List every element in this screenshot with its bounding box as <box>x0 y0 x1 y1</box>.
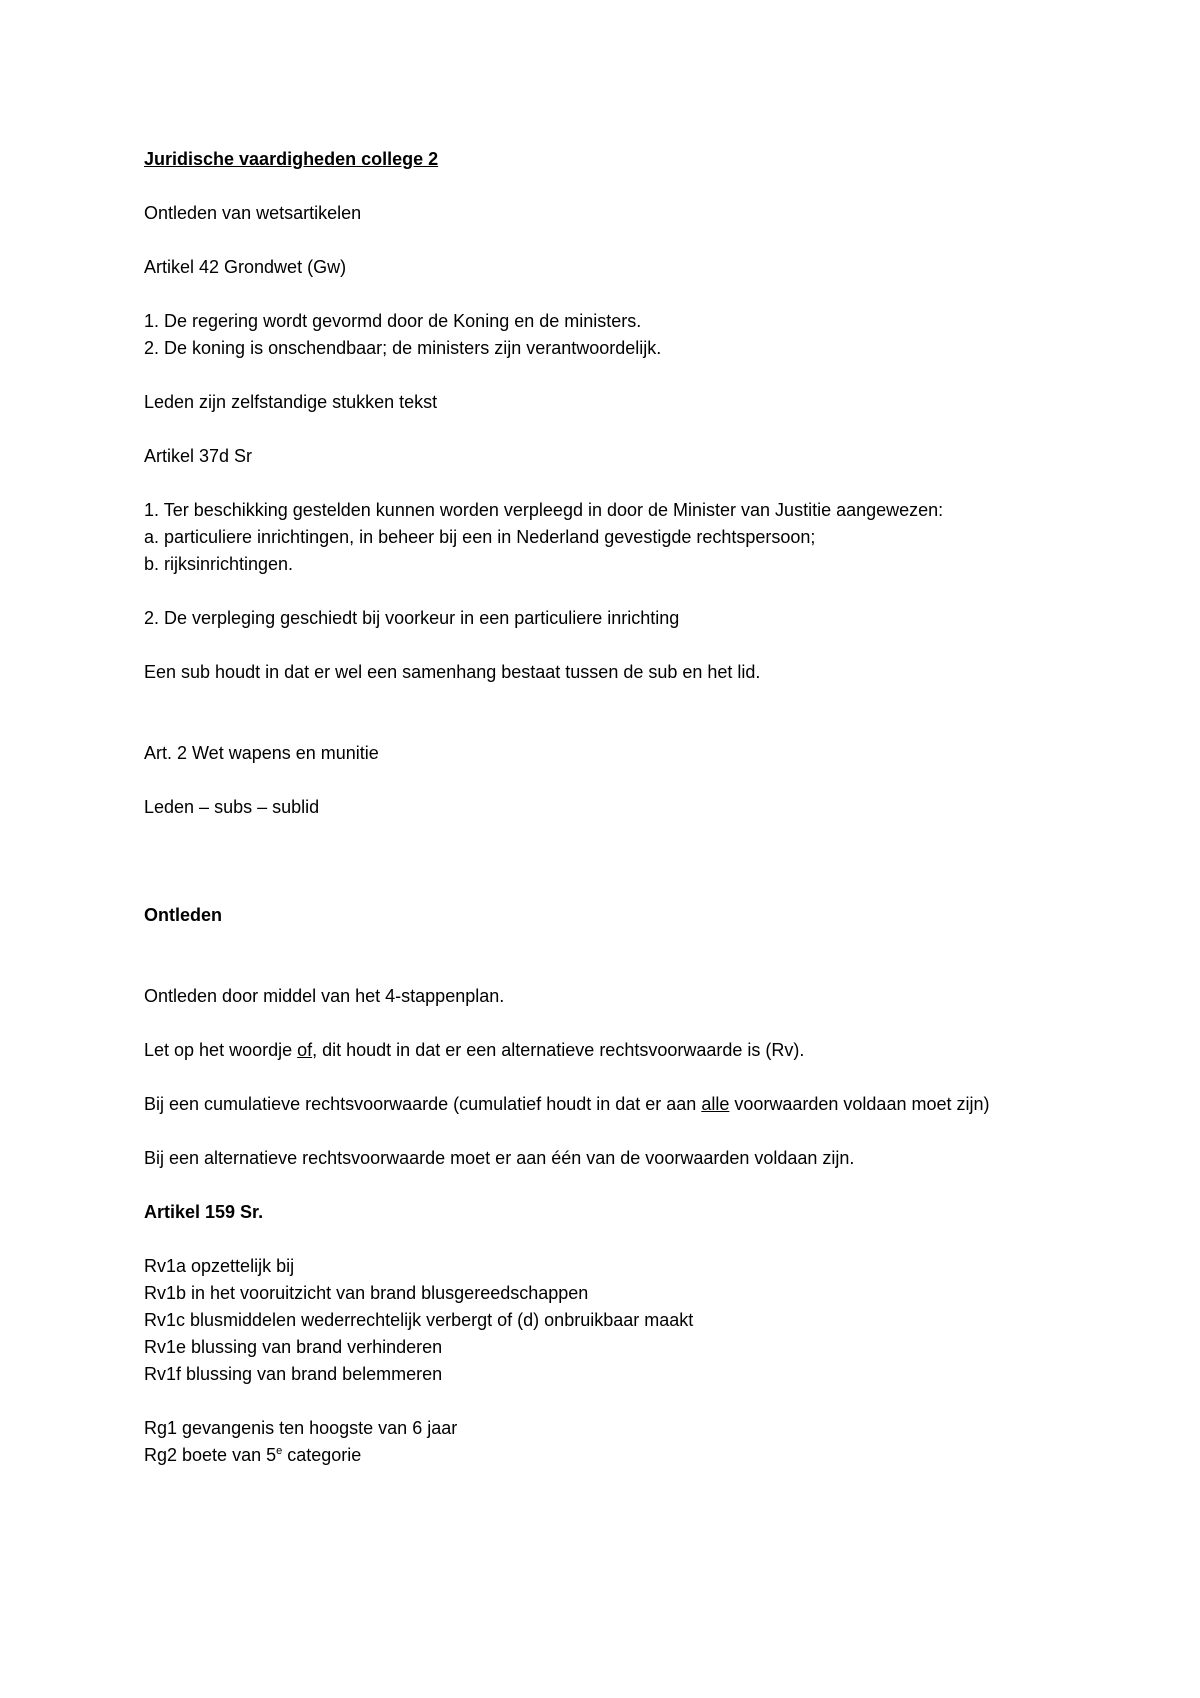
document-title: Juridische vaardigheden college 2 <box>144 149 439 169</box>
rg2-after: categorie <box>282 1445 362 1465</box>
alternatief-note: Bij een alternatieve rechtsvoorwaarde moet er aan één van de voorwaarden voldaan zijn. <box>144 1148 855 1168</box>
of-note-after: , dit houdt in dat er een alternatieve rechtsvoorwaarde is (Rv). <box>312 1040 805 1060</box>
of-note <box>144 1037 1074 1064</box>
art37d-paragraph-1: 1. Ter beschikking gestelden kunnen worden verpleegd in door de Minister van Justitie aangewezen: <box>144 500 944 520</box>
rv-item: Rv1f blussing van brand belemmeren <box>144 1364 443 1384</box>
art37d-paragraph-2: 2. De verpleging geschiedt bij voorkeur in een particuliere inrichting <box>144 608 680 628</box>
leden-note: Leden zijn zelfstandige stukken tekst <box>144 392 438 412</box>
cumulatief-underlined: alle <box>701 1094 730 1114</box>
of-note-underlined: of <box>297 1040 313 1060</box>
art159-heading: Artikel 159 Sr. <box>144 1202 264 1222</box>
cumulatief-after: voorwaarden voldaan moet zijn) <box>729 1094 990 1114</box>
rv-item: Rv1b in het vooruitzicht van brand blusgereedschappen <box>144 1283 589 1303</box>
art37d-sub-a: a. particuliere inrichtingen, in beheer bij een in Nederland gevestigde rechtspersoon; <box>144 527 816 547</box>
cumulatief-note <box>144 1091 1074 1118</box>
rv-item: Rv1c blusmiddelen wederrechtelijk verbergt of (d) onbruikbaar maakt <box>144 1310 694 1330</box>
sub-note: Een sub houdt in dat er wel een samenhang bestaat tussen de sub en het lid. <box>144 662 761 682</box>
document-subtitle: Ontleden van wetsartikelen <box>144 203 362 223</box>
document-body <box>144 146 1074 1469</box>
cumulatief-before: Bij een cumulatieve rechtsvoorwaarde (cumulatief houdt in dat er aan <box>144 1094 702 1114</box>
art42-heading: Artikel 42 Grondwet (Gw) <box>144 257 347 277</box>
rg2-superscript: e <box>276 1445 283 1457</box>
rv-item: Rv1a opzettelijk bij <box>144 1256 295 1276</box>
stappenplan-line: Ontleden door middel van het 4-stappenplan. <box>144 986 505 1006</box>
of-note-before: Let op het woordje <box>144 1040 298 1060</box>
art2-heading: Art. 2 Wet wapens en munitie <box>144 743 379 763</box>
rg2-before: Rg2 boete van 5 <box>144 1445 277 1465</box>
rv-item: Rv1e blussing van brand verhinderen <box>144 1337 443 1357</box>
rg2-line <box>144 1442 1074 1469</box>
art42-paragraph-2: 2. De koning is onschendbaar; de ministers zijn verantwoordelijk. <box>144 338 662 358</box>
art42-paragraph-1: 1. De regering wordt gevormd door de Koning en de ministers. <box>144 311 642 331</box>
rg1-line: Rg1 gevangenis ten hoogste van 6 jaar <box>144 1418 458 1438</box>
section-heading-ontleden: Ontleden <box>144 905 223 925</box>
hierarchy-line: Leden – subs – sublid <box>144 797 320 817</box>
art37d-sub-b: b. rijksinrichtingen. <box>144 554 294 574</box>
art37d-heading: Artikel 37d Sr <box>144 446 253 466</box>
